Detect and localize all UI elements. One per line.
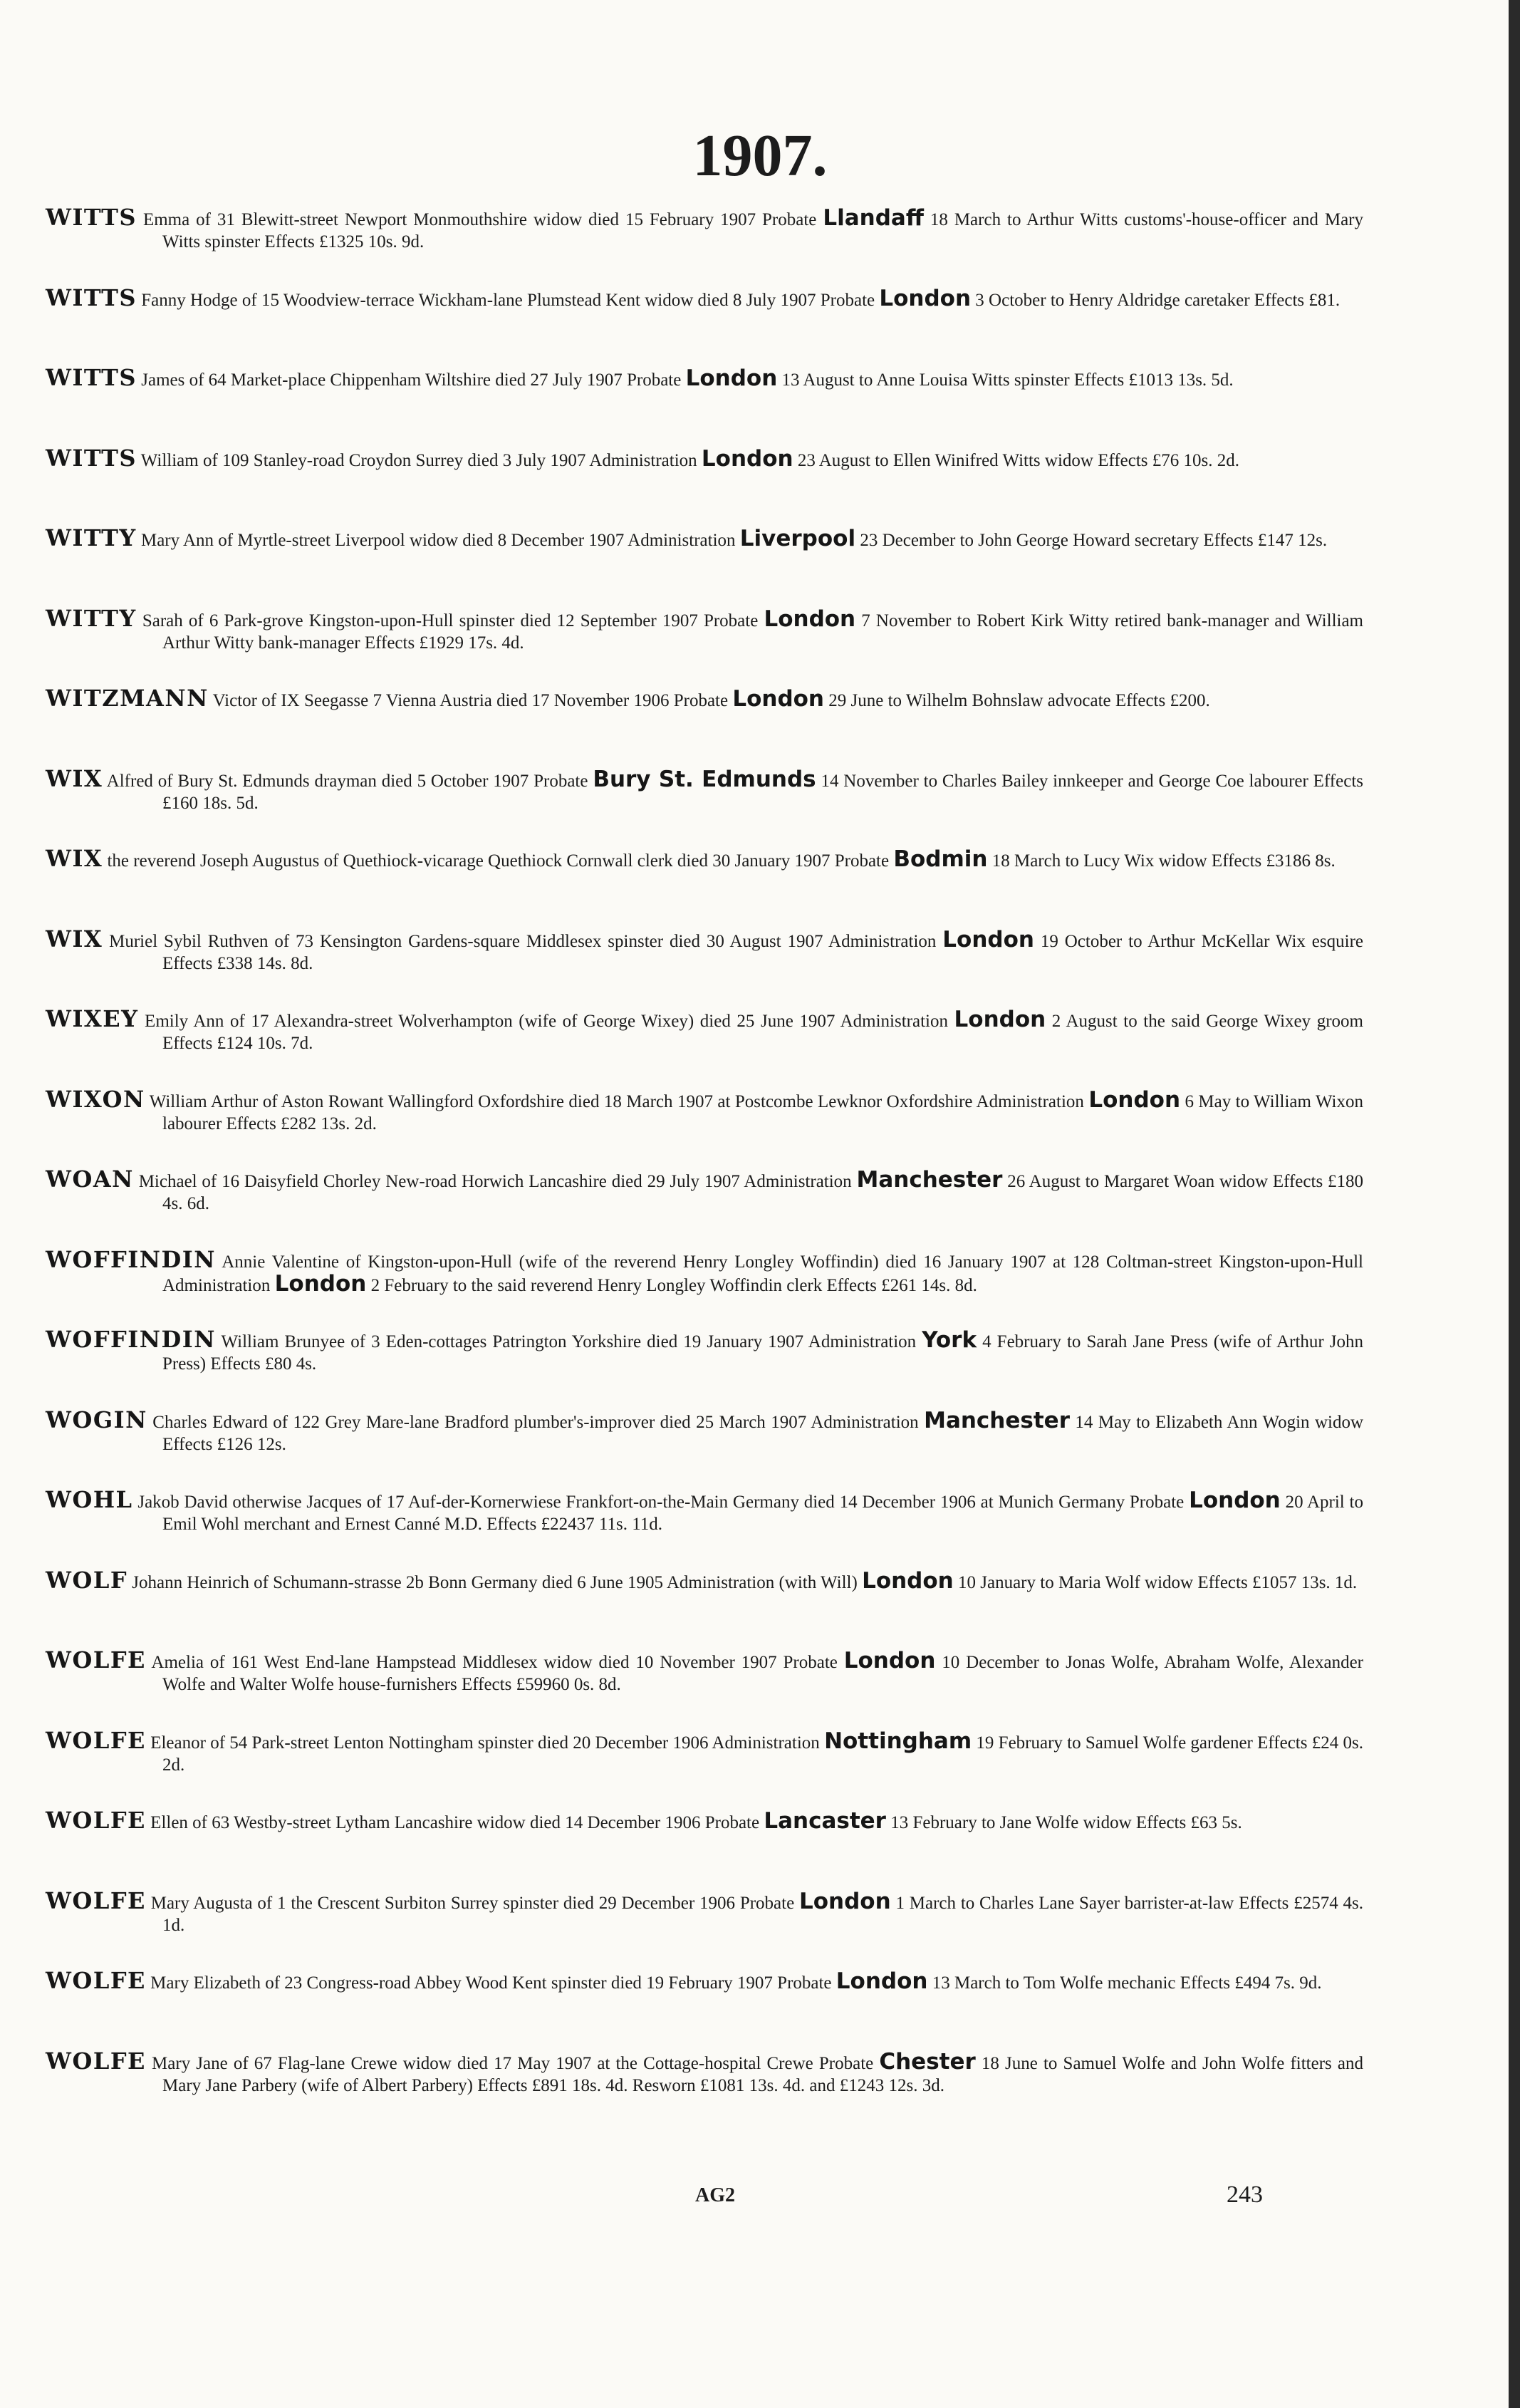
entry-grant-details: 1 March to Charles Lane Sayer barrister-at-law Effects £2574 4s. 1d.: [162, 1893, 1363, 1935]
entry-details: Jakob David otherwise Jacques of 17 Auf-der-Kornerwiese Frankfort-on-the-Main Germany died 14 December 1906 at Munich Germany Probate: [132, 1493, 1190, 1512]
entry-text: [46, 1726, 1363, 1776]
entry-text: [46, 1486, 1363, 1535]
probate-entry: [46, 1085, 1363, 1169]
probate-entry: [46, 925, 1363, 1009]
entry-grant-details: 19 October to Arthur McKellar Wix esquire Effects £338 14s. 8d.: [162, 931, 1363, 973]
entry-details: Victor of IX Seegasse 7 Vienna Austria died 17 November 1906 Probate: [208, 691, 733, 710]
entry-grant-details: 2 February to the said reverend Henry Longley Woffindin clerk Effects £261 14s. 8d.: [366, 1275, 977, 1295]
entry-text: [46, 1168, 1363, 1215]
probate-entry: [46, 1486, 1363, 1569]
entry-surname: WIXEY: [46, 1005, 139, 1032]
entry-grant-details: 10 December to Jonas Wolfe, Abraham Wolfe, Alexander Wolfe and Walter Wolfe house-furnishers Effects £59960 0s. 8d.: [162, 1653, 1363, 1694]
probate-entry: [46, 1566, 1363, 1650]
entry-details: Mary Elizabeth of 23 Congress-road Abbey Wood Kent spinster died 19 February 1907 Probate: [145, 1973, 836, 1993]
entry-registry: London: [836, 1968, 928, 1994]
entry-registry: Manchester: [856, 1167, 1003, 1193]
probate-entry: [46, 1967, 1363, 2050]
entry-text: [46, 845, 1363, 872]
entry-details: William Arthur of Aston Rowant Wallingford Oxfordshire died 18 March 1907 at Postcombe Lewknor Oxfordshire Administration: [145, 1091, 1089, 1111]
entry-registry: Lancaster: [764, 1808, 886, 1834]
entry-grant-details: 20 April to Emil Wohl merchant and Ernest Canné M.D. Effects £22437 11s. 11d.: [162, 1493, 1363, 1534]
entry-registry: Llandaff: [823, 205, 924, 231]
probate-entry: [46, 1245, 1363, 1329]
entry-registry: London: [1189, 1488, 1281, 1513]
probate-entry: [46, 1807, 1363, 1890]
entry-registry: London: [942, 926, 1034, 953]
probate-entry: [46, 524, 1363, 608]
entry-details: Mary Ann of Myrtle-street Liverpool widow died 8 December 1907 Administration: [136, 531, 740, 550]
entry-registry: London: [1088, 1086, 1181, 1113]
entry-text: [46, 204, 1363, 253]
entry-text: [46, 1967, 1363, 1994]
entry-grant-details: 7 November to Robert Kirk Witty retired bank-manager and William Arthur Witty bank-manager Effects £1929 17s. 4d.: [162, 611, 1364, 653]
entry-text: [46, 444, 1363, 472]
entry-registry: Bodmin: [893, 846, 988, 872]
entry-registry: Manchester: [924, 1407, 1070, 1433]
probate-entry: [46, 1646, 1363, 1730]
entry-registry: London: [732, 686, 825, 712]
entry-grant-details: 18 June to Samuel Wolfe and John Wolfe fitters and Mary Jane Parbery (wife of Albert Parbery) Effects £891 18s. 4d. Resworn £1081 13s. 4d. and £1243 12s. 3d.: [162, 2053, 1363, 2095]
entry-text: [46, 364, 1363, 391]
entry-registry: London: [274, 1270, 367, 1297]
entry-grant-details: 10 January to Maria Wolf widow Effects £1057 13s. 1d.: [953, 1572, 1358, 1592]
entry-grant-details: 26 August to Margaret Woan widow Effects £180 4s. 6d.: [162, 1172, 1363, 1213]
entry-grant-details: 18 March to Arthur Witts customs'-house-officer and Mary Witts spinster Effects £1325 10s. 9d.: [162, 210, 1363, 251]
entry-registry: London: [685, 365, 778, 391]
entry-text: [46, 1085, 1363, 1135]
entry-registry: London: [843, 1648, 936, 1673]
probate-entry: [46, 1326, 1364, 1409]
page-number: 243: [1227, 2181, 1263, 2208]
entry-surname: WITZMANN: [46, 685, 209, 712]
entry-surname: WOFFINDIN: [46, 1326, 216, 1353]
entry-details: Michael of 16 Daisyfield Chorley New-road Horwich Lancashire died 29 July 1907 Administration: [133, 1172, 857, 1191]
entry-grant-details: 13 March to Tom Wolfe mechanic Effects £494 7s. 9d.: [927, 1973, 1322, 1993]
entry-grant-details: 4 February to Sarah Jane Press (wife of Arthur John Press) Effects £80 4s.: [162, 1332, 1364, 1374]
entry-surname: WITTS: [46, 204, 137, 231]
entry-details: the reverend Joseph Augustus of Quethiock-vicarage Quethiock Cornwall clerk died 30 January 1907 Probate: [103, 851, 894, 871]
entry-surname: WOLFE: [46, 1726, 146, 1754]
entry-surname: WOLF: [46, 1566, 128, 1594]
entry-text: [46, 1326, 1364, 1375]
entry-details: Alfred of Bury St. Edmunds drayman died 5 October 1907 Probate: [103, 771, 593, 791]
probate-entry: [46, 687, 1363, 768]
entry-text: [46, 764, 1363, 814]
entry-details: Emily Ann of 17 Alexandra-street Wolverhampton (wife of George Wixey) died 25 June 1907 Administration: [138, 1012, 954, 1031]
entry-text: [46, 284, 1363, 311]
entry-registry: London: [862, 1567, 954, 1594]
entry-details: Eleanor of 54 Park-street Lenton Nottingham spinster died 20 December 1906 Administration: [145, 1733, 825, 1753]
probate-entry: [46, 204, 1363, 287]
entry-registry: Nottingham: [824, 1728, 972, 1754]
entry-registry: London: [701, 445, 793, 472]
entry-registry: Liverpool: [739, 526, 856, 551]
entry-surname: WITTS: [46, 284, 137, 311]
scan-edge: [1509, 0, 1520, 2408]
probate-entry: [46, 604, 1364, 688]
probate-entry: [46, 1005, 1363, 1089]
entry-registry: Chester: [879, 2048, 976, 2075]
entry-details: James of 64 Market-place Chippenham Wiltshire died 27 July 1907 Probate: [137, 370, 686, 390]
entry-text: [46, 2047, 1363, 2097]
entry-details: Muriel Sybil Ruthven of 73 Kensington Gardens-square Middlesex spinster died 30 August 1907 Administration: [103, 931, 943, 951]
entry-surname: WIX: [46, 925, 103, 953]
entry-surname: WITTS: [46, 364, 137, 391]
entry-text: [46, 1887, 1363, 1936]
entry-grant-details: 14 November to Charles Bailey innkeeper and George Coe labourer Effects £160 18s. 5d.: [162, 771, 1363, 813]
entry-grant-details: 29 June to Wilhelm Bohnslaw advocate Effects £200.: [824, 691, 1210, 710]
entry-details: Sarah of 6 Park-grove Kingston-upon-Hull spinster died 12 September 1907 Probate: [136, 611, 764, 630]
entry-text: [46, 687, 1363, 712]
entry-details: Annie Valentine of Kingston-upon-Hull (wife of the reverend Henry Longley Woffindin) died 16 January 1907 at 128 Coltman-street Kingston-upon-Hull Administration: [162, 1252, 1363, 1295]
entry-surname: WITTY: [46, 604, 137, 632]
probate-entry: [46, 764, 1363, 848]
entry-details: Fanny Hodge of 15 Woodview-terrace Wickham-lane Plumstead Kent widow died 8 July 1907 Probate: [137, 290, 880, 310]
entry-details: Emma of 31 Blewitt-street Newport Monmouthshire widow died 15 February 1907 Probate: [137, 210, 823, 229]
probate-entry: [46, 1168, 1363, 1249]
entry-surname: WOLFE: [46, 1967, 146, 1994]
entry-text: [46, 1807, 1363, 1834]
footer-code: AG2: [695, 2184, 735, 2206]
entry-grant-details: 19 February to Samuel Wolfe gardener Effects £24 0s. 2d.: [162, 1733, 1363, 1775]
entry-registry: London: [764, 606, 856, 632]
entry-surname: WOAN: [46, 1166, 134, 1193]
probate-entry: [46, 364, 1363, 447]
entry-grant-details: 23 August to Ellen Winifred Witts widow Effects £76 10s. 2d.: [793, 450, 1240, 470]
entry-surname: WOGIN: [46, 1406, 147, 1433]
entry-text: [46, 1005, 1363, 1054]
entry-surname: WITTY: [46, 524, 137, 551]
entry-surname: WIX: [46, 764, 103, 792]
entry-registry: London: [954, 1007, 1046, 1032]
entry-details: William of 109 Stanley-road Croydon Surrey died 3 July 1907 Administration: [137, 450, 702, 470]
entry-text: [46, 1646, 1363, 1696]
entry-details: William Brunyee of 3 Eden-cottages Patrington Yorkshire died 19 January 1907 Administration: [215, 1332, 922, 1351]
entry-surname: WOLFE: [46, 1807, 146, 1834]
entry-grant-details: 18 March to Lucy Wix widow Effects £3186 8s.: [987, 851, 1336, 871]
probate-entry: [46, 1887, 1363, 1971]
entry-text: [46, 1406, 1363, 1455]
entry-grant-details: 14 May to Elizabeth Ann Wogin widow Effects £126 12s.: [162, 1412, 1363, 1454]
entry-surname: WOLFE: [46, 1646, 146, 1673]
entry-grant-details: 2 August to the said George Wixey groom Effects £124 10s. 7d.: [162, 1012, 1363, 1053]
entry-grant-details: 3 October to Henry Aldridge caretaker Effects £81.: [971, 290, 1341, 310]
entry-registry: London: [879, 285, 972, 311]
entry-grant-details: 13 August to Anne Louisa Witts spinster Effects £1013 13s. 5d.: [777, 370, 1234, 390]
entry-registry: London: [798, 1888, 891, 1914]
page-year-heading: 1907.: [692, 123, 828, 189]
probate-entry: [46, 1726, 1363, 1810]
entry-details: Ellen of 63 Westby-street Lytham Lancashire widow died 14 December 1906 Probate: [145, 1813, 764, 1832]
entry-surname: WIX: [46, 845, 103, 872]
entry-registry: Bury St. Edmunds: [593, 766, 816, 792]
probate-entry: [46, 284, 1363, 368]
entry-grant-details: 23 December to John George Howard secretary Effects £147 12s.: [855, 531, 1328, 550]
entry-surname: WOLFE: [46, 2047, 146, 2075]
entry-details: Charles Edward of 122 Grey Mare-lane Bradford plumber's-improver died 25 March 1907 Administration: [147, 1412, 925, 1432]
entry-surname: WOLFE: [46, 1887, 146, 1914]
entry-surname: WITTS: [46, 444, 137, 472]
entry-details: Mary Augusta of 1 the Crescent Surbiton Surrey spinster died 29 December 1906 Probate: [145, 1893, 799, 1913]
probate-entry: [46, 845, 1363, 928]
entries-list: [46, 204, 1364, 2130]
entry-text: [46, 604, 1364, 654]
entry-text: [46, 1566, 1363, 1594]
entry-details: Amelia of 161 West End-lane Hampstead Middlesex widow died 10 November 1907 Probate: [145, 1653, 844, 1672]
entry-registry: York: [922, 1327, 977, 1353]
entry-surname: WOHL: [46, 1486, 133, 1513]
entry-grant-details: 6 May to William Wixon labourer Effects £282 13s. 2d.: [162, 1091, 1363, 1133]
probate-entry: [46, 444, 1363, 528]
entry-text: [46, 524, 1363, 551]
entry-text: [46, 1245, 1363, 1297]
entry-grant-details: 13 February to Jane Wolfe widow Effects £63 5s.: [885, 1813, 1242, 1832]
entry-details: Johann Heinrich of Schumann-strasse 2b Bonn Germany died 6 June 1905 Administration (with Will): [127, 1572, 863, 1592]
entry-details: Mary Jane of 67 Flag-lane Crewe widow died 17 May 1907 at the Cottage-hospital Crewe Probate: [145, 2053, 880, 2073]
probate-entry: [46, 2047, 1363, 2131]
entry-surname: WIXON: [46, 1085, 145, 1113]
entry-surname: WOFFINDIN: [46, 1245, 216, 1273]
entry-text: [46, 925, 1363, 975]
probate-entry: [46, 1406, 1363, 1490]
